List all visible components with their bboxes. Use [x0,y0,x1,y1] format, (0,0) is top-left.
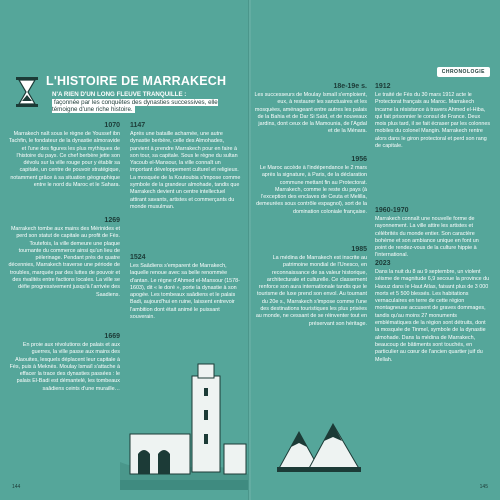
timeline-entry-1147 [130,122,242,211]
entry-text: La médina de Marrakech est inscrite au patrimoine mondial de l'Unesco, en reconnaissance de sa valeur historique, architecturale et culturelle. Ce classement renforce son aura internationale tandis que le tourisme de luxe prend son envol. Au tournant du 20e s., Marrakech s'impose comme l'une des destinations touristiques les plus prisées au monde, ne cessant de se réinventer tout en préservant son héritage. [255,255,367,327]
entry-year: 1985 [351,246,367,253]
timeline-entry-2023 [375,260,491,364]
koutoubia-illustration [120,362,248,490]
entry-year: 1960-1970 [375,207,409,214]
entry-text: Le Maroc accède à l'indépendance le 2 mars après la signature, à Paris, de la déclaration commune mettant fin au Protectorat. Marrakech, comme le reste du pays (à l'exception des enclaves de Ceuta et Melilla, demeurées sous contrôle espagnol), sort de la domination coloniale française. [256,165,367,215]
page-number-left: 144 [12,484,21,490]
entry-text: En proie aux révolutions de palais et aux guerres, la ville passe aux mains des Alaouites, lesquels déplacent leur capitale à Fès, puis à Meknès. Moulay Ismaïl s'attache à effacer la trace des dynasties passées : le palais El-Badi est démantelé, les tombeaux saâdiens ceints d'une muraille… [9,342,120,392]
timeline-entry-1985 [253,246,367,328]
entry-text: Les Saâdiens s'emparent de Marrakech, laquelle renoue avec sa belle renommée d'antan. Le règne d'Ahmed el-Mansour (1578-1603), dit « le doré », porte la dynastie à son apogée. Les tombeaux saâdiens et le palais Badi, aujourd'hui en ruine, laissent entrevoir l'ambition dont était animé le puissant souverain. [130,263,240,321]
entry-year: 1956 [351,156,367,163]
entry-text: Après une bataille acharnée, une autre dynastie berbère, celle des Almohades, parvient à prendre Marrakech pour en faire à son tour, sa capitale. Sous le règne du sultan Yacoub el-Mansour, la ville connaît un important développement culturel et religieux. La mosquée de la Koutoubia s'impose comme symbole de la grandeur almohade, tandis que Marrakech devient un centre intellectuel attirant savants, artistes et commerçants du monde musulman. [130,131,241,210]
entry-year: 1269 [104,217,120,224]
entry-year: 1147 [130,122,146,129]
page-subtitle: N'A RIEN D'UN LONG FLEUVE TRANQUILLE : [52,91,187,98]
entry-text: Marrakech tombe aux mains des Mérinides et perd son statut de capitale au profit de Fès. Toutefois, la ville demeure une plaque tournante du commerce ainsi qu'un lieu de pèlerinage. Pendant près de quatre décennies, Marrakech traverse une période de troubles, marquée par des luttes de pouvoir et des rivalités entre factions locales. La ville se défie progressivement jusqu'à l'arrivée des Saadiens. [8,226,120,298]
timeline-entry-1912 [375,83,491,150]
entry-year: 1070 [104,122,120,129]
entry-year: 1524 [130,254,146,261]
entry-text: Dans la nuit du 8 au 9 septembre, un violent séisme de magnitude 6,9 secoue la province du Haouz dans le Haut Atlas, faisant plus de 3 000 morts et 5 500 blessés. Les habitations vernaculaires en terre de cette région montagneuse accusent de graves dommages, tandis qu'au moins 27 monuments emblématiques de la région sont détruits, dont la mosquée de Tinmel, symbole de la dynastie almohade. Dans la médina de Marrakech, beaucoup de bâtiments sont touchés, en particulier au cœur de l'ancien quartier juif du Mellah. [375,269,490,363]
timeline-entry-1070 [8,122,120,189]
page-number-right: 145 [479,484,488,490]
right-page [251,0,500,500]
section-tab: CHRONOLOGIE [437,67,490,77]
entry-year: 18e-19e s. [333,83,367,90]
intro-highlight: façonnée par les conquêtes des dynasties successives, elle témoigne d'une riche histoire. [52,99,218,114]
entry-year: 2023 [375,260,391,267]
entry-text: Marrakech connaît une nouvelle forme de rayonnement. La ville attire les artistes et célébrités du monde entier. Son caractère bohème et son ambiance unique en font un point de rendez-vous de la culture hippie à l'international. [375,216,479,259]
page-title: L'HISTOIRE DE MARRAKECH [46,74,227,88]
timeline-entry-1269 [8,217,120,299]
timeline-entry-1960-1970 [375,207,491,260]
timeline-entry-18-19e [253,83,367,136]
timeline-entry-1669 [8,333,120,393]
atlas-mountains-illustration [277,416,361,472]
entry-year: 1912 [375,83,391,90]
hourglass-icon [14,76,40,108]
intro-text [52,99,242,114]
entry-text: Le traité de Fès du 30 mars 1912 acte le Protectorat français au Maroc. Marrakech incarne la résistance à travers Ahmed el-Hiba, qui fait prisonnier le consul de France. Deux mois plus tard, il se fait écraser par les colonnes mobiles du colonel Mangin. Marrakech rentre alors dans le giron protectoral et perd son rang de capitale. [375,92,491,150]
entry-text: Marrakech naît sous le règne de Youssef ibn Tachfin, le fondateur de la dynastie almoravide et l'une des figures les plus mythiques de l'histoire du pays. Ce chef berbère jette son dévolu sur la ville rouge pour y établir sa capitale, un centre de pouvoir stratégique, notamment grâce à sa situation géographique entre le nord du Maroc et le Sahara. [8,131,120,189]
entry-text: Les successeurs de Moulay Ismaïl s'emploient, eux, à restaurer les sanctuaires et les mosquées, aménageant entre autres les palais de la Bahia et de Dar Si Saïd, et de nouveaux jardins, dont ceux de la Mamounia, de l'Agdal et de la Ménara. [254,92,367,135]
entry-year: 1669 [104,333,120,340]
timeline-entry-1956 [253,156,367,216]
timeline-entry-1524 [130,254,242,321]
left-page [0,0,249,500]
